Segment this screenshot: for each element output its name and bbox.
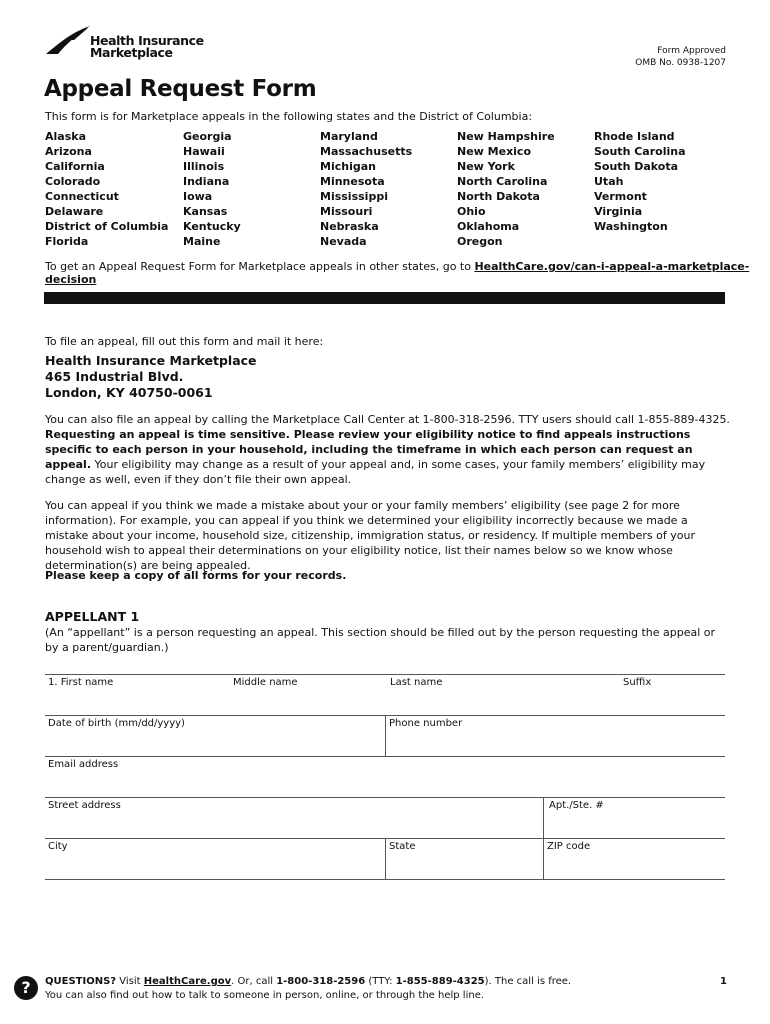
keep-copy-notice: Please keep a copy of all forms for your records. — [45, 569, 347, 582]
omb-notice — [635, 45, 726, 69]
appellant-form — [45, 674, 725, 880]
page-title: Appeal Request Form — [44, 76, 317, 102]
state-item: Michigan — [320, 160, 376, 173]
intro-text: This form is for Marketplace appeals in the following states and the District of Columbia: — [45, 110, 533, 123]
email-field[interactable]: Email address — [48, 759, 119, 770]
other-states-text: To get an Appeal Request Form for Marketplace appeals in other states, go to — [45, 260, 475, 273]
call-center-paragraph — [45, 412, 730, 487]
address-line1: Health Insurance Marketplace — [45, 353, 257, 368]
phone-field[interactable]: Phone number — [389, 718, 463, 729]
states-column-3 — [320, 129, 412, 249]
states-column-4 — [457, 129, 555, 249]
state-item: District of Columbia — [45, 220, 169, 233]
last-name-field[interactable]: Last name — [390, 677, 443, 688]
marketplace-logo — [44, 22, 204, 64]
appellant-description: (An “appellant” is a person requesting an appeal. This section should be filled out by the person requesting the appeal or by a parent/guardian.) — [45, 626, 716, 654]
call-center-text: You can also file an appeal by calling the Marketplace Call Center at 1-800-318-2596. TTY users should call 1-855-889-4325. — [45, 413, 730, 426]
state-item: Utah — [594, 175, 624, 188]
omb-line1: Form Approved — [657, 46, 726, 56]
state-item: Oregon — [457, 235, 503, 248]
middle-name-field[interactable]: Middle name — [233, 677, 298, 688]
state-item: Virginia — [594, 205, 643, 218]
states-column-2 — [183, 129, 241, 249]
footer-phone: 1-800-318-2596 — [276, 976, 366, 987]
state-item: Ohio — [457, 205, 486, 218]
footer-questions — [45, 976, 571, 987]
state-field[interactable]: State — [389, 841, 416, 852]
first-name-field[interactable]: 1. First name — [48, 677, 114, 688]
state-item: Illinois — [183, 160, 225, 173]
address-line3: London, KY 40750-0061 — [45, 385, 213, 400]
question-icon: ? — [14, 976, 38, 1000]
state-item: New Mexico — [457, 145, 532, 158]
appeal-decision-link[interactable]: HealthCare.gov/can-i-appeal-a-marketplace-decision — [45, 260, 750, 286]
time-sensitive-warning: Requesting an appeal is time sensitive. Please review your eligibility notice to find appeals instructions specific to each person in your household, including the timeframe in which each person can request an appeal. — [45, 428, 693, 471]
state-item: Georgia — [183, 130, 232, 143]
mailing-address — [45, 353, 257, 401]
state-item: North Carolina — [457, 175, 548, 188]
state-item: Colorado — [45, 175, 101, 188]
swoosh-icon — [44, 24, 92, 56]
omb-line2: OMB No. 0938-1207 — [635, 58, 726, 68]
state-item: Rhode Island — [594, 130, 675, 143]
street-address-field[interactable]: Street address — [48, 800, 121, 811]
states-column-1 — [45, 129, 168, 249]
address-line2: 465 Industrial Blvd. — [45, 369, 184, 384]
state-item: Indiana — [183, 175, 230, 188]
states-column-5 — [594, 129, 686, 234]
visit-text: Visit — [116, 976, 144, 987]
state-item: Missouri — [320, 205, 373, 218]
state-item: Washington — [594, 220, 668, 233]
state-item: Kansas — [183, 205, 228, 218]
zip-field[interactable]: ZIP code — [547, 841, 591, 852]
file-instructions: To file an appeal, fill out this form and mail it here: — [45, 335, 324, 348]
state-item: Minnesota — [320, 175, 385, 188]
appellant-heading: APPELLANT 1 — [45, 609, 140, 624]
tty-open-text: (TTY: — [365, 976, 396, 987]
appeal-reasons-paragraph: You can appeal if you think we made a mistake about your or your family members’ eligibility (see page 2 for more information). For example, you can appeal if you think we determined your eligibility incorrectly because we made a mistake about your income, household size, citizenship, immigration status, or residency. If multiple members of your household wish to appeal their determinations on your eligibility notice, list their names below so we know whose determination(s) are being appealed. — [45, 499, 695, 572]
apt-field[interactable]: Apt./Ste. # — [549, 800, 604, 811]
questions-label: QUESTIONS? — [45, 976, 117, 987]
state-item: Nevada — [320, 235, 367, 248]
state-item: Massachusetts — [320, 145, 413, 158]
state-item: Maine — [183, 235, 221, 248]
or-call-text: . Or, call — [231, 976, 277, 987]
state-item: Florida — [45, 235, 89, 248]
state-item: Iowa — [183, 190, 213, 203]
city-field[interactable]: City — [48, 841, 68, 852]
footer-tty: 1-855-889-4325 — [395, 976, 485, 987]
tty-close-text: ). The call is free. — [484, 976, 572, 987]
state-item: North Dakota — [457, 190, 540, 203]
healthcare-gov-link[interactable]: HealthCare.gov — [143, 976, 232, 987]
state-item: New York — [457, 160, 515, 173]
logo-line1: Health Insurance — [90, 33, 204, 48]
state-item: Oklahoma — [457, 220, 520, 233]
state-item: Mississippi — [320, 190, 388, 203]
logo-line2: Marketplace — [90, 45, 173, 60]
state-item: California — [45, 160, 105, 173]
state-item: New Hampshire — [457, 130, 555, 143]
state-item: Arizona — [45, 145, 92, 158]
state-item: Vermont — [594, 190, 647, 203]
state-item: South Carolina — [594, 145, 686, 158]
section-divider-bar — [44, 292, 725, 304]
dob-field[interactable]: Date of birth (mm/dd/yyyy) — [48, 718, 185, 729]
state-item: Hawaii — [183, 145, 225, 158]
other-states-line — [45, 260, 770, 286]
suffix-field[interactable]: Suffix — [623, 677, 652, 688]
eligibility-change-text: Your eligibility may change as a result of your appeal and, in some cases, your family members’ eligibility may change as well, even if they don’t file their own appeal. — [45, 458, 706, 486]
state-item: Maryland — [320, 130, 378, 143]
state-item: Delaware — [45, 205, 104, 218]
footer-help-line: You can also find out how to talk to someone in person, online, or through the help line. — [45, 990, 485, 1001]
state-item: Nebraska — [320, 220, 379, 233]
state-item: Alaska — [45, 130, 86, 143]
state-item: Kentucky — [183, 220, 241, 233]
page-number: 1 — [720, 976, 727, 987]
state-item: South Dakota — [594, 160, 679, 173]
state-item: Connecticut — [45, 190, 119, 203]
